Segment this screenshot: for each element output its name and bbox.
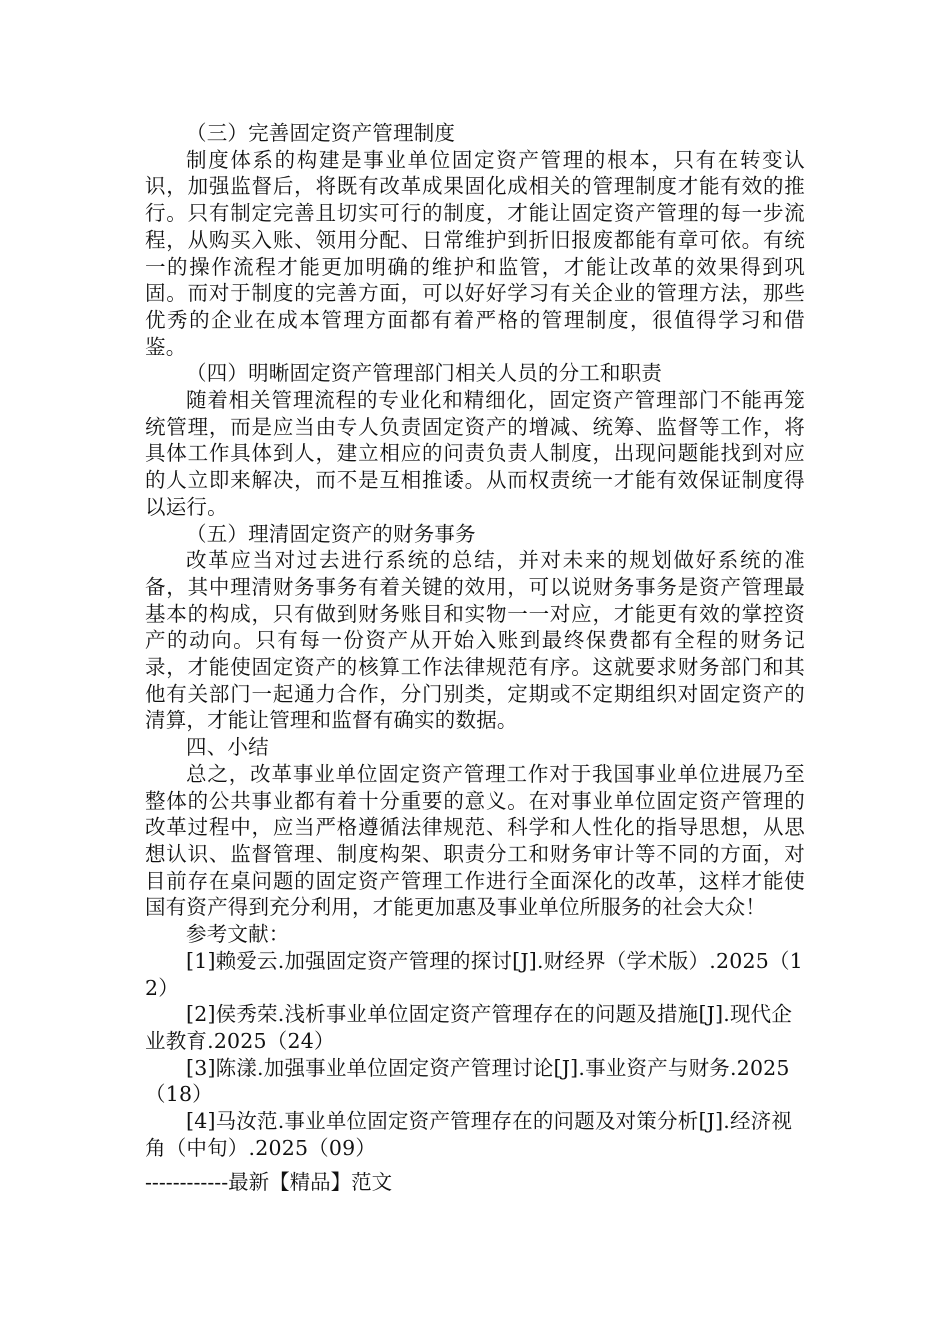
section-heading-4: （四）明晰固定资产管理部门相关人员的分工和职责	[186, 361, 663, 386]
reference-3: [3]陈漾.加强事业单位固定资产管理讨论[J].事业资产与财务.2025（18）	[145, 1055, 790, 1107]
reference-2: [2]侯秀荣.浅析事业单位固定资产管理存在的问题及措施[J].现代企业教育.2025（24）	[145, 1002, 793, 1053]
paragraph-5: 改革应当对过去进行系统的总结，并对未来的规划做好系统的准备，其中理清财务事务有着关键的效用，可以说财务事务是资产管理最基本的构成，只有做到财务账目和实物一一对应，才能更有效的掌控资产的动向。只有每一份资产从开始入账到最终保费都有全程的财务记录，才能使固定资产的核算工作法律规范有序。这就要求财务部门和其他有关部门一起通力合作，分门别类，定期或不定期组织对固定资产的清算，才能让管理和监督有确实的数据。	[145, 548, 805, 733]
paragraph-3: 制度体系的构建是事业单位固定资产管理的根本，只有在转变认识，加强监督后，将既有改革成果固化成相关的管理制度才能有效的推行。只有制定完善且切实可行的制度，才能让固定资产管理的每一步流程，从购买入账、领用分配、日常维护到折旧报废都能有章可依。有统一的操作流程才能更加明确的维护和监管，才能让改革的效果得到巩固。而对于制度的完善方面，可以好好学习有关企业的管理方法，那些优秀的企业在成本管理方面都有着严格的管理制度，很值得学习和借鉴。	[145, 147, 805, 359]
references-title: 参考文献：	[186, 922, 290, 947]
section-heading-3: （三）完善固定资产管理制度	[186, 121, 456, 145]
section-heading-5: （五）理清固定资产的财务事务	[186, 521, 476, 546]
document-body	[145, 120, 805, 1161]
reference-4: [4]马汝范.事业单位固定资产管理存在的问题及对策分析[J].经济视角（中旬）.2025（09）	[145, 1109, 793, 1160]
summary-paragraph: 总之，改革事业单位固定资产管理工作对于我国事业单位进展乃至整体的公共事业都有着十分重要的意义。在对事业单位固定资产管理的改革过程中，应当严格遵循法律规范、科学和人性化的指导思想，从思想认识、监督管理、制度构架、职责分工和财务审计等不同的方面，对目前存在桌问题的固定资产管理工作进行全面深化的改革，这样才能使国有资产得到充分利用，才能更加惠及事业单位所服务的社会大众！	[145, 761, 805, 920]
summary-heading: 四、小结	[186, 735, 269, 760]
reference-1: [1]赖爱云.加强固定资产管理的探讨[J].财经界（学术版）.2025（12）	[145, 948, 803, 1000]
page-footer: ------------最新【精品】范文	[145, 1170, 393, 1194]
paragraph-4: 随着相关管理流程的专业化和精细化，固定资产管理部门不能再笼统管理，而是应当由专人负责固定资产的增减、统筹、监督等工作，将具体工作具体到人，建立相应的问责负责人制度，出现问题能找到对应的人立即来解决，而不是互相推诿。从而权责统一才能有效保证制度得以运行。	[145, 388, 805, 519]
